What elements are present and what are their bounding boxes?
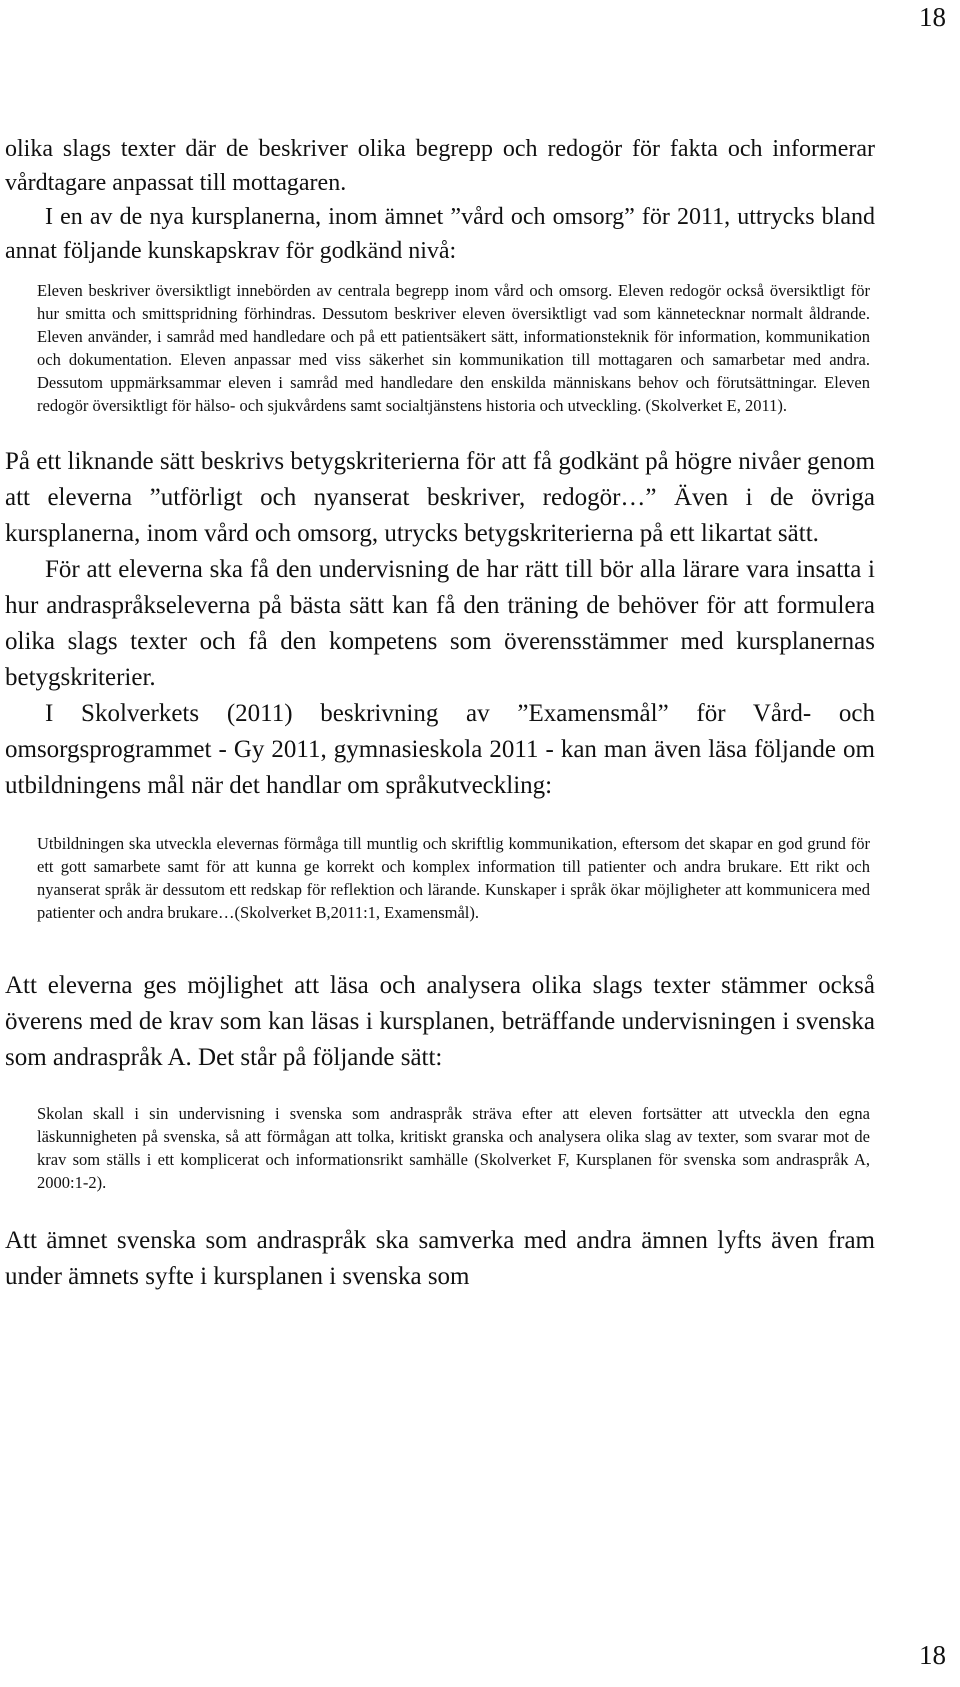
block-quote-examensmal: Utbildningen ska utveckla elevernas förmåga till muntlig och skriftlig kommunikation, eftersom det skapar en god grund för ett gott samarbete samt för att kunna ge korrekt och komplex information till patienter och andra brukare. Ett rikt och nyanserat språk är dessutom ett redskap för reflektion och lärande. Kunskaper i språk ökar möjligheter att kommunicera med patienter och andra brukare…(Skolverket B,2011:1, Examensmål). xyxy=(37,834,870,922)
document-body xyxy=(5,132,875,1295)
page-number-bottom: 18 xyxy=(919,1640,946,1670)
paragraph-samverka: Att ämnet svenska som andraspråk ska samverka med andra ämnen lyfts även fram under ämnets syfte i kursplanen i svenska som xyxy=(5,1227,875,1290)
block-quote-kursplan-sva: Skolan skall i sin undervisning i svenska som andraspråk sträva efter att eleven fortsätter att utveckla den egna läskunnigheten på svenska, så att förmågan att tolka, kritiskt granska och analysera olika slag av texter, som svarar mot de krav som ställs i ett komplicerat och informationsrikt samhälle (Skolverket F, Kursplanen för svenska som andraspråk A, 2000:1-2). xyxy=(37,1104,870,1192)
paragraph-undervisning: För att eleverna ska få den undervisning de har rätt till bör alla lärare vara insatta i hur andraspråkseleverna på bästa sätt kan få den träning de behöver för att formulera olika slags texter och få den kompetens som överensstämmer med kursplanernas betygskriterier. xyxy=(5,556,875,691)
paragraph-continuation: olika slags texter där de beskriver olika begrepp och redogör för fakta och informerar vårdtagare anpassat till mottagaren. xyxy=(5,136,875,196)
paragraph-lasa-analysera: Att eleverna ges möjlighet att läsa och analysera olika slags texter stämmer också överens med de krav som kan läsas i kursplanen, beträffande undervisningen i svenska som andraspråk A. Det står på följande sätt: xyxy=(5,972,875,1071)
paragraph-betygskriterier: På ett liknande sätt beskrivs betygskriterierna för att få godkänt på högre nivåer genom att eleverna ”utförligt och nyanserat beskriver, redogör…” Även i de övriga kursplanerna, inom vård och omsorg, utrycks betygskriterierna på ett likartat sätt. xyxy=(5,448,875,547)
page-number-top: 18 xyxy=(919,2,946,32)
paragraph-kursplan-intro: I en av de nya kursplanerna, inom ämnet ”vård och omsorg” för 2011, uttrycks bland annat följande kunskapskrav för godkänd nivå: xyxy=(5,204,875,264)
block-quote-kunskapskrav: Eleven beskriver översiktligt innebörden av centrala begrepp inom vård och omsorg. Eleven redogör också översiktligt för hur smitta och smittspridning förhindras. Dessutom beskriver eleven översiktligt vad som kännetecknar normalt åldrande. Eleven använder, i samråd med handledare och på ett patientsäkert sätt, informationsteknik för information, kommunikation och dokumentation. Eleven anpassar med viss säkerhet sin kommunikation till mottagaren och samarbetar med andra. Dessutom uppmärksammar eleven i samråd med handledare den enskilda människans behov och förutsättningar. Eleven redogör översiktligt för hälso- och sjukvårdens samt socialtjänstens historia och utveckling. (Skolverket E, 2011). xyxy=(37,281,870,415)
paragraph-examensmal-intro: I Skolverkets (2011) beskrivning av ”Examensmål” för Vård- och omsorgsprogrammet - Gy 2011, gymnasieskola 2011 - kan man även läsa följande om utbildningens mål när det handlar om språkutveckling: xyxy=(5,700,875,799)
